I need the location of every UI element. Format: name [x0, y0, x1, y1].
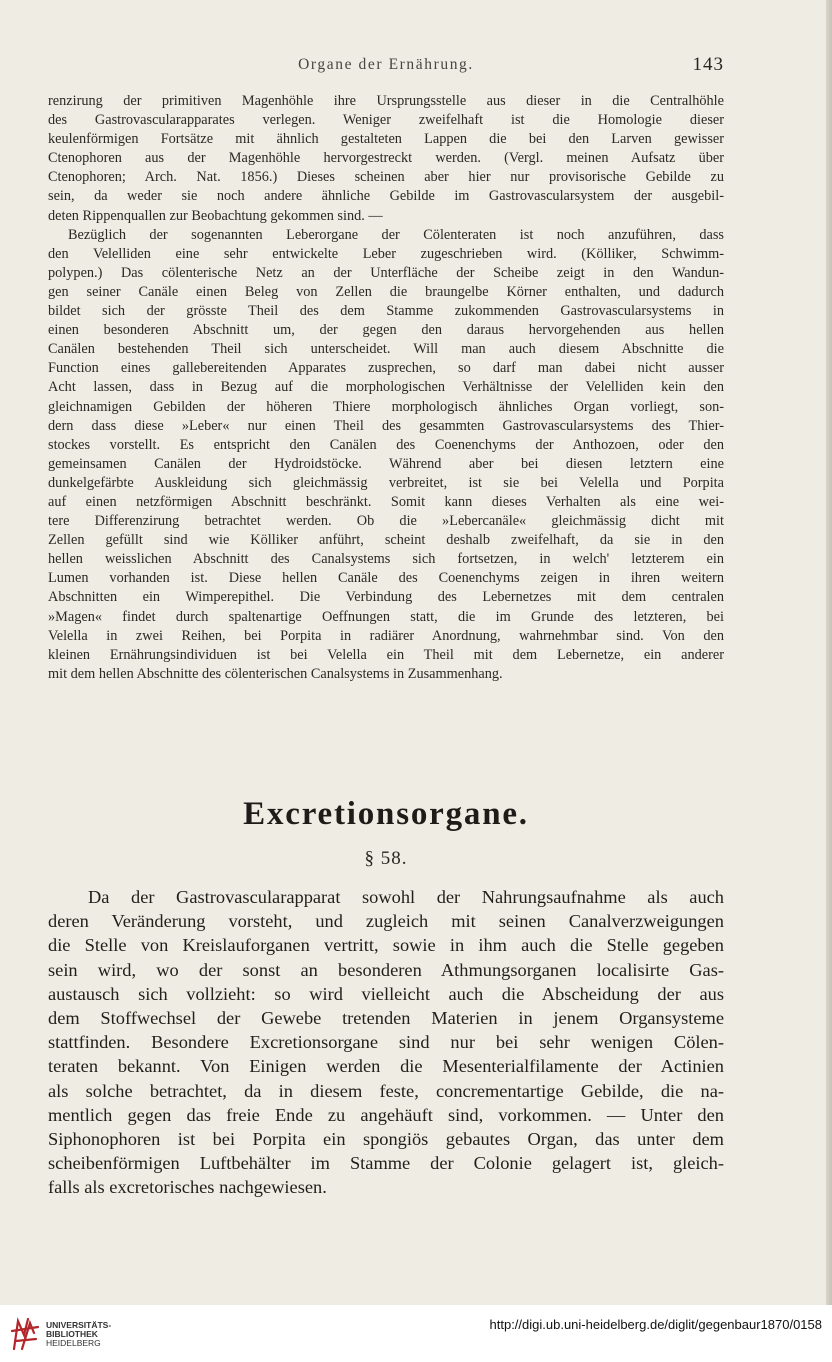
- text-line: kleinen Ernährungsindividuen ist bei Velella ein Theil mit dem Lebernetze, ein anderer: [48, 646, 724, 663]
- text-line: einen besonderen Abschnitt um, der gegen den daraus hervorgehenden aus hellen: [48, 322, 724, 339]
- text-line: hellen weisslichen Abschnitt des Canalsystems sich fortsetzen, in welch' letzterem ein: [48, 551, 724, 568]
- text-line: stockes vorstellt. Es entspricht den Canälen des Coenenchyms der Anthozoen, oder den: [48, 436, 724, 453]
- university-library-logo-icon: [8, 1313, 42, 1353]
- text-line: sein wird, wo der sonst an besonderen Athmungsorganen localisirte Gas-: [48, 959, 724, 980]
- text-line: Acht lassen, dass in Bezug auf die morphologischen Verhältnisse der Velelliden kein den: [48, 379, 724, 396]
- text-line: tere Differenzirung betrachtet werden. Ob die »Lebercanäle« gleichmässig dicht mit: [48, 513, 724, 530]
- text-line: dern dass diese »Leber« nur einen Theil des gesammten Gastrovascularsystems des Thier-: [48, 417, 724, 434]
- text-line: sein, da weder sie noch andere ähnliche Gebilde im Gastrovascularsystem der ausgebil-: [48, 188, 724, 205]
- text-line: als solche betrachtet, da in diesem feste, concrementartige Gebilde, die na-: [48, 1080, 724, 1101]
- text-line: keulenförmigen Fortsätze mit ähnlich gestalteten Lappen die bei den Larven gewisser: [48, 131, 724, 148]
- text-line: dunkelgefärbte Auskleidung sich gleichmässig verbreitet, ist sie bei Velella und Porpita: [48, 474, 724, 491]
- small-print-paragraphs: [48, 92, 724, 684]
- text-line: Ctenophoren aus der Magenhöhle hervorgestreckt werden. (Vergl. meinen Aufsatz über: [48, 150, 724, 167]
- text-line: Lumen vorhanden ist. Diese hellen Canäle des Coenenchyms zeigen in ihren weitern: [48, 570, 724, 587]
- text-line: »Magen« findet durch spaltenartige Oeffnungen statt, die im Grunde des letzteren, bei: [48, 608, 724, 625]
- running-title: Organe der Ernährung.: [298, 56, 474, 73]
- text-line: gen seiner Canäle einen Beleg von Zellen die braungelbe Körner enthalten, und dadurch: [48, 283, 724, 300]
- text-line: Siphonophoren ist bei Porpita ein spongiös gebautes Organ, das unter dem: [48, 1128, 724, 1149]
- library-name: [46, 1321, 111, 1348]
- text-line: mentlich gegen das freie Ende zu angehäuft sind, vorkommen. — Unter den: [48, 1104, 724, 1125]
- text-line: des Gastrovascularapparates verlegen. Weniger zweifelhaft ist die Homologie dieser: [48, 112, 724, 129]
- text-line: Function eines gallebereitenden Apparates zusprechen, so darf man dabei nicht ausser: [48, 360, 724, 377]
- text-line: Canälen bestehenden Theil sich unterscheidet. Will man auch diesem Abschnitte die: [48, 341, 724, 358]
- text-line: gemeinsamen Canälen der Hydroidstöcke. Während aber bei diesen letztern eine: [48, 455, 724, 472]
- text-line: polypen.) Das cölenterische Netz an der Unterfläche der Scheibe zeigt in den Wandun-: [48, 264, 724, 281]
- text-line: teraten bekannt. Von Einigen werden die Mesenterialfilamente der Actinien: [48, 1056, 724, 1077]
- text-line: Abschnitten ein Wimperepithel. Die Verbindung des Lebernetzes mit dem centralen: [48, 589, 724, 606]
- text-line: scheibenförmigen Luftbehälter im Stamme der Colonie gelagert ist, gleich-: [48, 1153, 724, 1174]
- text-line: Zellen gefüllt sind wie Kölliker anführt, scheint deshalb zweifelhaft, da sie in den: [48, 532, 724, 549]
- text-line: Velella in zwei Reihen, bei Porpita in radiärer Anordnung, wahrnehmbar sind. Von den: [48, 627, 724, 644]
- library-name-line: UNIVERSITÄTS-: [46, 1320, 112, 1330]
- text-line: Ctenophoren; Arch. Nat. 1856.) Dieses scheinen aber hier nur provisorische Gebilde zu: [48, 169, 724, 186]
- text-line: dem Stoffwechsel der Gewebe tretenden Materien in jenem Organsysteme: [48, 1007, 724, 1028]
- text-line: Bezüglich der sogenannten Leberorgane der Cölenteraten ist noch anzuführen, dass: [68, 226, 724, 243]
- main-paragraph: [48, 885, 724, 1199]
- text-line: mit dem hellen Abschnitte des cölenterischen Canalsystems in Zusammenhang.: [48, 665, 503, 682]
- section-heading: Excretionsorgane.: [243, 796, 529, 832]
- text-line: den Velelliden eine sehr entwickelte Leber zugeschrieben wird. (Kölliker, Schwimm-: [48, 245, 724, 262]
- running-head: [48, 56, 724, 80]
- text-line: deten Rippenquallen zur Beobachtung gekommen sind. —: [48, 207, 383, 224]
- library-name-line: BIBLIOTHEK: [46, 1329, 98, 1339]
- footer-bar: [0, 1305, 832, 1362]
- text-line: auf einen netzförmigen Abschnitt beschränkt. Somit kann dieses Verhalten als eine wei-: [48, 493, 724, 510]
- paragraph-number: § 58.: [364, 848, 408, 869]
- library-name-line: HEIDELBERG: [46, 1338, 101, 1348]
- text-line: stattfinden. Besondere Excretionsorgane sind nur bei sehr wenigen Cölen-: [48, 1032, 724, 1053]
- text-line: austausch sich vollzieht: so wird vielleicht auch die Abscheidung der aus: [48, 983, 724, 1004]
- text-line: renzirung der primitiven Magenhöhle ihre Ursprungsstelle aus dieser in die Centralhöhle: [48, 93, 724, 109]
- source-url-link[interactable]: http://digi.ub.uni-heidelberg.de/diglit/gegenbaur1870/0158: [489, 1317, 822, 1332]
- text-line: gleichnamigen Gebilden der höheren Thiere morphologisch ähnliches Organ vorliegt, son-: [48, 398, 724, 415]
- text-line: falls als excretorisches nachgewiesen.: [48, 1177, 327, 1198]
- text-line: Da der Gastrovascularapparat sowohl der Nahrungsaufnahme als auch: [88, 887, 724, 907]
- page-edge-shadow: [826, 0, 832, 1305]
- text-line: die Stelle von Kreislauforganen vertritt, sowie in ihm auch die Stelle gegeben: [48, 935, 724, 956]
- page-number: 143: [692, 54, 724, 75]
- text-line: bildet sich der grösste Theil des dem Stamme zukommenden Gastrovascularsystems in: [48, 303, 724, 320]
- text-line: deren Veränderung vorsteht, und zugleich mit seinen Canalverzweigungen: [48, 911, 724, 932]
